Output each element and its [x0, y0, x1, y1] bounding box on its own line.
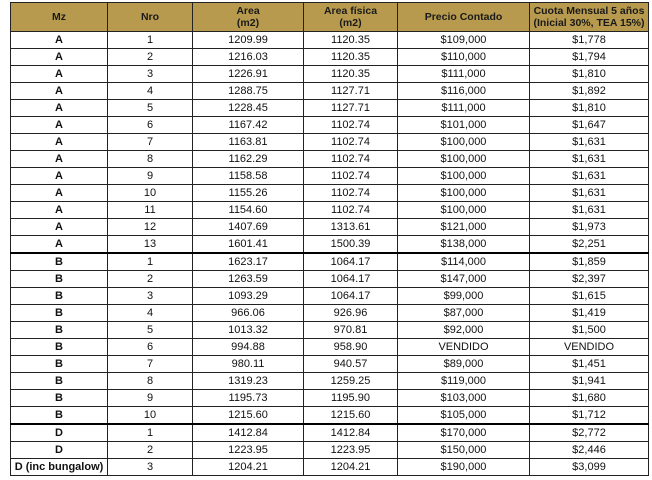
header-precio-label: Precio Contado: [424, 11, 503, 23]
mz-cell: A: [11, 151, 108, 168]
mz-cell: A: [11, 168, 108, 185]
precio-cell: $147,000: [398, 271, 530, 288]
nro-cell: 4: [108, 83, 193, 100]
area-cell: 1407.69: [193, 219, 304, 236]
table-row: [11, 459, 649, 476]
precio-cell: $190,000: [398, 459, 530, 476]
table-row: [11, 151, 649, 168]
table-row: [11, 66, 649, 83]
area-fisica-cell: 1064.17: [304, 253, 398, 271]
mz-cell: B: [11, 356, 108, 373]
cuota-cell: $1,859: [530, 253, 649, 271]
area-cell: 1228.45: [193, 100, 304, 117]
table-row: [11, 442, 649, 459]
precio-cell: $100,000: [398, 168, 530, 185]
header-cuota-mensual: [530, 3, 649, 32]
mz-cell: D: [11, 424, 108, 442]
precio-cell: $119,000: [398, 373, 530, 390]
table-row: [11, 117, 649, 134]
header-row: [11, 3, 649, 32]
table-row: [11, 424, 649, 442]
cuota-cell: $1,419: [530, 305, 649, 322]
header-area-fisica: [304, 3, 398, 32]
nro-cell: 9: [108, 390, 193, 407]
mz-cell: A: [11, 66, 108, 83]
nro-cell: 10: [108, 185, 193, 202]
cuota-cell: $1,631: [530, 151, 649, 168]
area-fisica-cell: 970.81: [304, 322, 398, 339]
area-fisica-cell: 1204.21: [304, 459, 398, 476]
mz-cell: A: [11, 219, 108, 236]
precio-cell: $89,000: [398, 356, 530, 373]
precio-cell: $92,000: [398, 322, 530, 339]
area-fisica-cell: 1064.17: [304, 271, 398, 288]
area-cell: 1209.99: [193, 32, 304, 49]
area-fisica-cell: 1120.35: [304, 66, 398, 83]
table-row: [11, 390, 649, 407]
nro-cell: 2: [108, 49, 193, 66]
area-cell: 1155.26: [193, 185, 304, 202]
precio-cell: $100,000: [398, 134, 530, 151]
nro-cell: 12: [108, 219, 193, 236]
area-cell: 1204.21: [193, 459, 304, 476]
table-row: [11, 236, 649, 254]
precio-cell: $101,000: [398, 117, 530, 134]
mz-cell: A: [11, 83, 108, 100]
table-row: [11, 407, 649, 425]
area-cell: 966.06: [193, 305, 304, 322]
area-cell: 1163.81: [193, 134, 304, 151]
nro-cell: 6: [108, 117, 193, 134]
area-fisica-cell: 1313.61: [304, 219, 398, 236]
area-fisica-cell: 1215.60: [304, 407, 398, 425]
table-row: [11, 373, 649, 390]
nro-cell: 8: [108, 151, 193, 168]
area-cell: 1288.75: [193, 83, 304, 100]
nro-cell: 1: [108, 32, 193, 49]
mz-cell: A: [11, 236, 108, 254]
area-cell: 1195.73: [193, 390, 304, 407]
mz-cell: A: [11, 134, 108, 151]
nro-cell: 2: [108, 271, 193, 288]
header-mz: [11, 3, 108, 32]
area-cell: 1167.42: [193, 117, 304, 134]
cuota-cell: $1,941: [530, 373, 649, 390]
mz-cell: D: [11, 442, 108, 459]
mz-cell: D (inc bungalow): [11, 459, 108, 476]
precio-cell: $138,000: [398, 236, 530, 254]
nro-cell: 5: [108, 322, 193, 339]
table-row: [11, 185, 649, 202]
nro-cell: 10: [108, 407, 193, 425]
area-cell: 1226.91: [193, 66, 304, 83]
area-cell: 1601.41: [193, 236, 304, 254]
lots-price-table: [10, 2, 649, 476]
precio-cell: $111,000: [398, 66, 530, 83]
nro-cell: 1: [108, 424, 193, 442]
area-cell: 1319.23: [193, 373, 304, 390]
area-fisica-cell: 1500.39: [304, 236, 398, 254]
table-row: [11, 356, 649, 373]
table-row: [11, 305, 649, 322]
nro-cell: 6: [108, 339, 193, 356]
cuota-cell: $1,647: [530, 117, 649, 134]
table-row: [11, 83, 649, 100]
mz-cell: A: [11, 117, 108, 134]
precio-cell: $109,000: [398, 32, 530, 49]
header-nro: [108, 3, 193, 32]
area-cell: 1162.29: [193, 151, 304, 168]
area-fisica-cell: 940.57: [304, 356, 398, 373]
cuota-cell: $1,794: [530, 49, 649, 66]
cuota-cell: $1,712: [530, 407, 649, 425]
nro-cell: 3: [108, 66, 193, 83]
table-row: [11, 32, 649, 49]
nro-cell: 7: [108, 134, 193, 151]
precio-cell: $87,000: [398, 305, 530, 322]
nro-cell: 13: [108, 236, 193, 254]
area-cell: 994.88: [193, 339, 304, 356]
nro-cell: 9: [108, 168, 193, 185]
mz-cell: B: [11, 390, 108, 407]
area-fisica-cell: 1102.74: [304, 117, 398, 134]
table-row: [11, 322, 649, 339]
area-cell: 1215.60: [193, 407, 304, 425]
table-row: [11, 288, 649, 305]
cuota-cell: $1,973: [530, 219, 649, 236]
mz-cell: B: [11, 407, 108, 425]
nro-cell: 3: [108, 288, 193, 305]
area-fisica-cell: 1195.90: [304, 390, 398, 407]
area-fisica-cell: 1412.84: [304, 424, 398, 442]
mz-cell: B: [11, 288, 108, 305]
nro-cell: 2: [108, 442, 193, 459]
header-area-fisica-label: Area física: [323, 5, 378, 17]
area-cell: 980.11: [193, 356, 304, 373]
precio-cell: $121,000: [398, 219, 530, 236]
cuota-cell: $2,397: [530, 271, 649, 288]
header-area: [193, 3, 304, 32]
area-cell: 1412.84: [193, 424, 304, 442]
area-fisica-cell: 958.90: [304, 339, 398, 356]
area-cell: 1263.59: [193, 271, 304, 288]
cuota-cell: $1,631: [530, 202, 649, 219]
area-fisica-cell: 1120.35: [304, 49, 398, 66]
area-cell: 1216.03: [193, 49, 304, 66]
header-area-label: Area: [236, 5, 260, 17]
mz-cell: A: [11, 100, 108, 117]
cuota-cell: $2,446: [530, 442, 649, 459]
nro-cell: 8: [108, 373, 193, 390]
precio-cell: $105,000: [398, 407, 530, 425]
nro-cell: 1: [108, 253, 193, 271]
cuota-cell: VENDIDO: [530, 339, 649, 356]
table-row: [11, 253, 649, 271]
precio-cell: $114,000: [398, 253, 530, 271]
precio-cell: $100,000: [398, 202, 530, 219]
area-fisica-cell: 1102.74: [304, 168, 398, 185]
mz-cell: B: [11, 339, 108, 356]
header-cuota-terms: (Inicial 30%, TEA 15%): [533, 17, 645, 29]
table-row: [11, 202, 649, 219]
nro-cell: 4: [108, 305, 193, 322]
mz-cell: B: [11, 305, 108, 322]
area-cell: 1223.95: [193, 442, 304, 459]
precio-cell: VENDIDO: [398, 339, 530, 356]
table-row: [11, 49, 649, 66]
area-cell: 1093.29: [193, 288, 304, 305]
precio-cell: $100,000: [398, 151, 530, 168]
area-cell: 1013.32: [193, 322, 304, 339]
area-fisica-cell: 1102.74: [304, 134, 398, 151]
cuota-cell: $1,778: [530, 32, 649, 49]
mz-cell: A: [11, 185, 108, 202]
mz-cell: A: [11, 32, 108, 49]
precio-cell: $99,000: [398, 288, 530, 305]
cuota-cell: $2,772: [530, 424, 649, 442]
precio-cell: $100,000: [398, 185, 530, 202]
header-area-fisica-unit: (m2): [339, 17, 362, 29]
nro-cell: 5: [108, 100, 193, 117]
area-fisica-cell: 1127.71: [304, 83, 398, 100]
cuota-cell: $1,892: [530, 83, 649, 100]
header-precio-contado: [398, 3, 530, 32]
nro-cell: 11: [108, 202, 193, 219]
table-row: [11, 168, 649, 185]
area-fisica-cell: 1102.74: [304, 151, 398, 168]
precio-cell: $103,000: [398, 390, 530, 407]
table-row: [11, 100, 649, 117]
header-mz-label: Mz: [52, 11, 66, 23]
mz-cell: B: [11, 271, 108, 288]
cuota-cell: $1,451: [530, 356, 649, 373]
cuota-cell: $1,631: [530, 168, 649, 185]
area-fisica-cell: 1102.74: [304, 202, 398, 219]
precio-cell: $116,000: [398, 83, 530, 100]
cuota-cell: $1,680: [530, 390, 649, 407]
mz-cell: B: [11, 253, 108, 271]
area-cell: 1154.60: [193, 202, 304, 219]
nro-cell: 7: [108, 356, 193, 373]
area-fisica-cell: 1120.35: [304, 32, 398, 49]
cuota-cell: $1,615: [530, 288, 649, 305]
area-fisica-cell: 1127.71: [304, 100, 398, 117]
nro-cell: 3: [108, 459, 193, 476]
mz-cell: A: [11, 49, 108, 66]
area-fisica-cell: 1064.17: [304, 288, 398, 305]
table-row: [11, 339, 649, 356]
mz-cell: B: [11, 322, 108, 339]
cuota-cell: $3,099: [530, 459, 649, 476]
cuota-cell: $2,251: [530, 236, 649, 254]
area-cell: 1158.58: [193, 168, 304, 185]
mz-cell: B: [11, 373, 108, 390]
cuota-cell: $1,631: [530, 185, 649, 202]
cuota-cell: $1,810: [530, 66, 649, 83]
header-nro-label: Nro: [140, 11, 160, 23]
cuota-cell: $1,631: [530, 134, 649, 151]
mz-cell: A: [11, 202, 108, 219]
precio-cell: $170,000: [398, 424, 530, 442]
area-fisica-cell: 926.96: [304, 305, 398, 322]
cuota-cell: $1,810: [530, 100, 649, 117]
area-fisica-cell: 1259.25: [304, 373, 398, 390]
area-cell: 1623.17: [193, 253, 304, 271]
precio-cell: $111,000: [398, 100, 530, 117]
precio-cell: $150,000: [398, 442, 530, 459]
header-cuota-label: Cuota Mensual 5 años: [533, 5, 645, 17]
table-row: [11, 134, 649, 151]
table-row: [11, 219, 649, 236]
table-row: [11, 271, 649, 288]
area-fisica-cell: 1223.95: [304, 442, 398, 459]
table-body: [11, 32, 649, 476]
cuota-cell: $1,500: [530, 322, 649, 339]
header-area-unit: (m2): [236, 17, 260, 29]
area-fisica-cell: 1102.74: [304, 185, 398, 202]
precio-cell: $110,000: [398, 49, 530, 66]
